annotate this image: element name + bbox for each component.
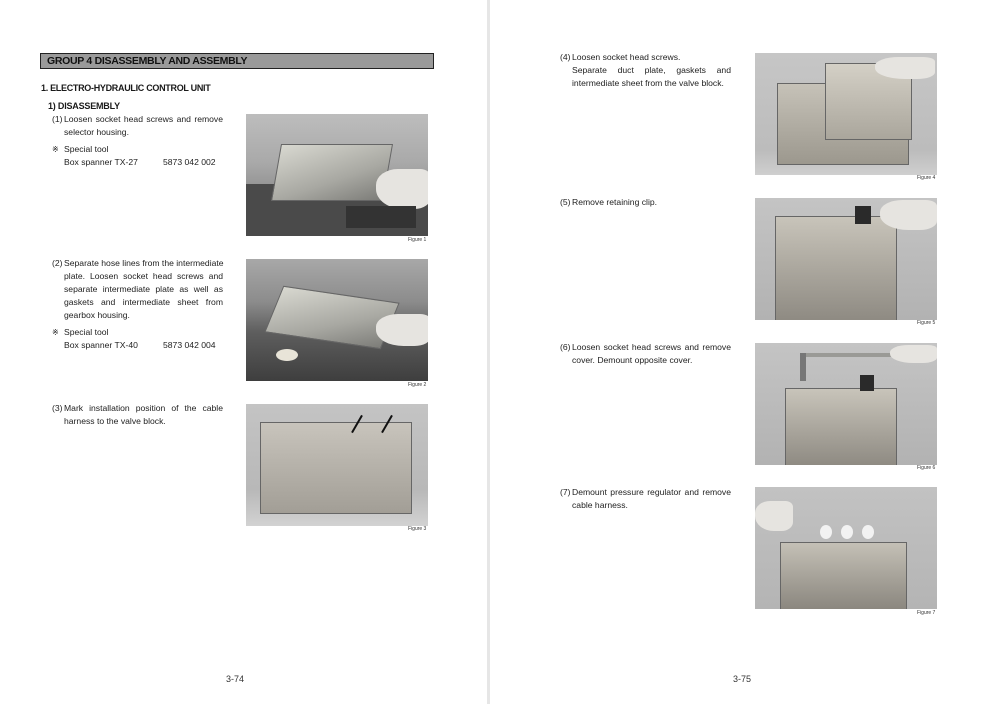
step-text-line: Mark installation position of the cable (64, 403, 223, 413)
figure-4-photo (755, 53, 937, 175)
step-text-line: selector housing. (64, 127, 129, 137)
step-text-line: Demount pressure regulator and remove (572, 487, 731, 497)
figure-7-photo (755, 487, 937, 609)
subsection-title: 1) DISASSEMBLY (48, 101, 120, 111)
figure-caption: Figure 7 (917, 610, 936, 616)
tool-label: Special tool (64, 144, 109, 154)
figure-1-photo (246, 114, 428, 236)
reference-mark-icon: ※ (52, 328, 59, 337)
figure-caption: Figure 6 (917, 465, 936, 471)
figure-5-photo (755, 198, 937, 320)
figure-2-photo (246, 259, 428, 381)
step-text-line: cable harness. (572, 500, 628, 510)
section-title: 1. ELECTRO-HYDRAULIC CONTROL UNIT (41, 83, 211, 93)
step-text-line: harness to the valve block. (64, 416, 166, 426)
step-number: (4) (560, 52, 571, 62)
step-text-line: Separate duct plate, gaskets and (572, 65, 731, 75)
tool-name: Box spanner TX-40 (64, 340, 138, 350)
step-text-line: intermediate sheet from the valve block. (572, 78, 724, 88)
step-text-line: Loosen socket head screws. (572, 52, 681, 62)
left-page (0, 0, 488, 704)
step-text-line: Loosen socket head screws and remove (572, 342, 731, 352)
figure-caption: Figure 5 (917, 320, 936, 326)
figure-caption: Figure 1 (408, 237, 427, 243)
step-number: (1) (52, 114, 63, 124)
step-text-line: gearbox housing. (64, 310, 130, 320)
special-tool-1 (52, 143, 232, 169)
step-number: (7) (560, 487, 571, 497)
step-text-line: Separate hose lines from the intermediate (64, 258, 224, 268)
tool-label: Special tool (64, 327, 109, 337)
step-text-line: gaskets and intermediate sheet from (64, 297, 223, 307)
step-text-line: Remove retaining clip. (572, 197, 658, 207)
tool-code: 5873 042 004 (163, 340, 216, 350)
group-title-bar: GROUP 4 DISASSEMBLY AND ASSEMBLY (40, 53, 434, 69)
reference-mark-icon: ※ (52, 145, 59, 154)
step-number: (3) (52, 403, 63, 413)
page-number: 3-75 (733, 674, 752, 684)
figure-3-photo (246, 404, 428, 526)
figure-caption: Figure 3 (408, 526, 427, 532)
step-text-line: plate. Loosen socket head screws and (64, 271, 223, 281)
figure-caption: Figure 2 (408, 382, 427, 388)
right-page (490, 0, 991, 704)
tool-name: Box spanner TX-27 (64, 157, 138, 167)
tool-code: 5873 042 002 (163, 157, 216, 167)
figure-6-photo (755, 343, 937, 465)
step-text-line: cover. Demount opposite cover. (572, 355, 693, 365)
step-text-line: Loosen socket head screws and remove (64, 114, 223, 124)
special-tool-2 (52, 326, 232, 352)
step-text-line: separate intermediate plate as well as (64, 284, 223, 294)
page-number: 3-74 (226, 674, 245, 684)
step-number: (6) (560, 342, 571, 352)
step-number: (5) (560, 197, 571, 207)
figure-caption: Figure 4 (917, 175, 936, 181)
step-number: (2) (52, 258, 63, 268)
